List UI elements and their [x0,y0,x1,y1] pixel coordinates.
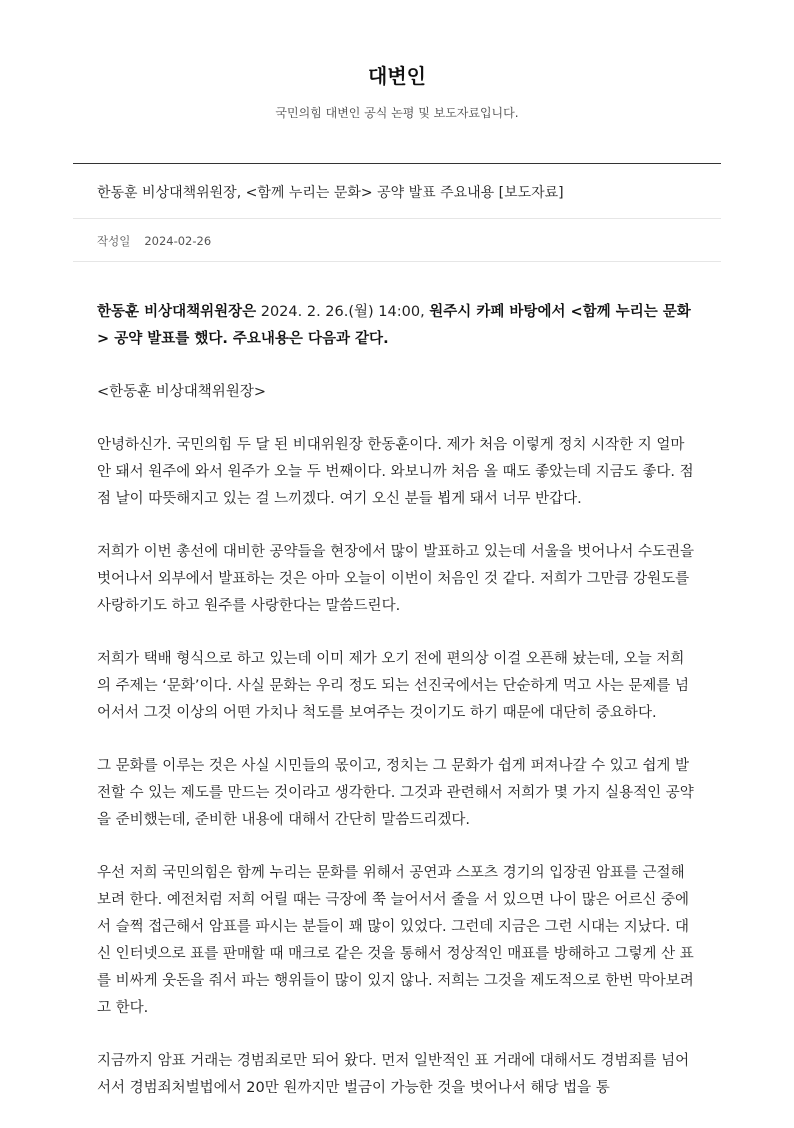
speaker-heading: <한동훈 비상대책위원장> [97,384,266,400]
header-divider [73,163,721,164]
title-divider [73,218,721,219]
meta-label: 작성일 [97,234,131,248]
intro-datetime: 2024. 2. 26.(월) 14:00, [256,304,430,320]
body-paragraph: 그 문화를 이루는 것은 사실 시민들의 몫이고, 정치는 그 문화가 쉽게 퍼져나갈 수 있고 쉽게 발전할 수 있는 제도를 만드는 것이라고 생각한다. 그것과 관련해서 저희가 몇 가지 실용적인 공약을 준비했는데, 준비한 내용에 대해서 간단히 말씀드리겠다. [97,758,694,828]
post-title: 한동훈 비상대책위원장, <함께 누리는 문화> 공약 발표 주요내용 [보도자료] [97,185,564,201]
body-paragraph: 저희가 택배 형식으로 하고 있는데 이미 제가 오기 전에 편의상 이걸 오픈해 놨는데, 오늘 저희의 주제는 ‘문화’이다. 사실 문화는 우리 정도 되는 선진국에서는 단순하게 먹고 사는 문제를 넘어서서 그것 이상의 어떤 가치나 척도를 보여주는 것이기도 하기 때문에 대단히 중요하다. [97,651,690,721]
meta-divider [73,261,721,262]
body-paragraph: 우선 저희 국민의힘은 함께 누리는 문화를 위해서 공연과 스포츠 경기의 입장권 암표를 근절해 보려 한다. 예전처럼 저희 어릴 때는 극장에 쭉 늘어서서 줄을 서 있으면 나이 많은 어르신 중에서 슬쩍 접근해서 암표를 파시는 분들이 꽤 많이 있었다. 그런데 지금은 그런 시대는 지났다. 대신 인터넷으로 표를 판매할 때 매크로 같은 것을 통해서 정상적인 매표를 방해하고 그렇게 산 표를 비싸게 웃돈을 줘서 파는 행위들이 많이 있지 않나. 저희는 그것을 제도적으로 한번 막아보려고 한다. [97,865,694,1016]
body-paragraph: 안녕하신가. 국민의힘 두 달 된 비대위원장 한동훈이다. 제가 처음 이렇게 정치 시작한 지 얼마 안 돼서 원주에 와서 원주가 오늘 두 번째이다. 와보니까 처음 올 때도 좋았는데 지금도 좋다. 점점 날이 따뜻해지고 있는 걸 느끼겠다. 여기 오신 분들 뵙게 돼서 너무 반갑다. [97,437,694,507]
site-title: 대변인 [368,64,426,88]
post-meta [97,233,211,249]
intro-paragraph [97,299,695,353]
post-date: 2024-02-26 [144,234,212,248]
body-paragraph: 저희가 이번 총선에 대비한 공약들을 현장에서 많이 발표하고 있는데 서울을 벗어나서 수도권을 벗어나서 외부에서 발표하는 것은 아마 오늘이 이번이 처음인 것 같다. 저희가 그만큼 강원도를 사랑하기도 하고 원주를 사랑한다는 말씀드린다. [97,544,694,614]
body-paragraph: 지금까지 암표 거래는 경범죄로만 되어 왔다. 먼저 일반적인 표 거래에 대해서도 경범죄를 넘어서서 경범죄처벌법에서 20만 원까지만 벌금이 가능한 것을 벗어나서 해당 법을 통 [97,1053,690,1096]
intro-rest: 원주시 카페 바탕에서 <함께 누리는 문화> 공약 발표를 했다. 주요내용은 다음과 같다. [97,304,691,347]
site-subtitle: 국민의힘 대변인 공식 논평 및 보도자료입니다. [275,106,519,120]
article-body [97,299,695,1128]
intro-lead: 한동훈 비상대책위원장은 [97,304,257,320]
